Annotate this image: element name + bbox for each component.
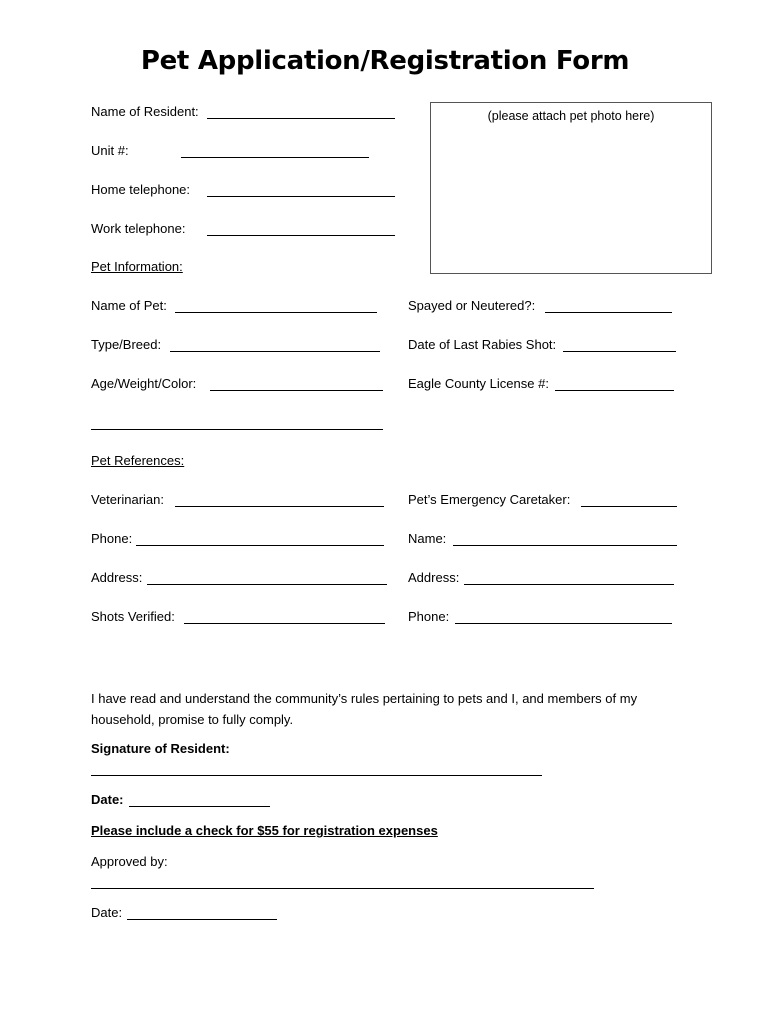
vet-address-label: Address: (91, 570, 143, 585)
caretaker-name-label: Name: (408, 531, 447, 546)
extra-pet-info-field[interactable] (91, 429, 383, 430)
home-phone-field[interactable] (207, 196, 395, 197)
resident-name-label: Name of Resident: (91, 104, 199, 119)
breed-field[interactable] (170, 351, 380, 352)
unit-field[interactable] (181, 157, 369, 158)
caretaker-field[interactable] (581, 506, 677, 507)
pet-name-label: Name of Pet: (91, 298, 167, 313)
veterinarian-field[interactable] (175, 506, 384, 507)
work-phone-label: Work telephone: (91, 221, 186, 236)
license-label: Eagle County License #: (408, 376, 549, 391)
signature-label: Signature of Resident: (91, 741, 230, 756)
agreement-text: I have read and understand the community’s rules pertaining to pets and I, and members of my household, promise to fully comply. (91, 691, 638, 727)
caretaker-label: Pet’s Emergency Caretaker: (408, 492, 571, 507)
vet-phone-label: Phone: (91, 531, 133, 546)
veterinarian-label: Veterinarian: (91, 492, 164, 507)
shots-verified-field[interactable] (184, 623, 385, 624)
caretaker-phone-label: Phone: (408, 609, 450, 624)
check-note: Please include a check for $55 for registration expenses (91, 823, 438, 838)
date-label: Date: (91, 792, 124, 807)
vet-phone-field[interactable] (136, 545, 384, 546)
rabies-label: Date of Last Rabies Shot: (408, 337, 557, 352)
resident-name-field[interactable] (207, 118, 395, 119)
pet-name-field[interactable] (175, 312, 377, 313)
work-phone-field[interactable] (207, 235, 395, 236)
caretaker-phone-field[interactable] (455, 623, 672, 624)
age-weight-color-label: Age/Weight/Color: (91, 376, 197, 391)
date-field[interactable] (129, 806, 270, 807)
age-weight-color-field[interactable] (210, 390, 383, 391)
approved-by-field[interactable] (91, 888, 594, 889)
spayed-field[interactable] (545, 312, 672, 313)
photo-box-note: (please attach pet photo here) (487, 109, 655, 123)
vet-address-field[interactable] (147, 584, 387, 585)
pet-photo-box[interactable] (430, 102, 712, 274)
pet-references-heading: Pet References: (91, 453, 185, 468)
approval-date-label: Date: (91, 905, 123, 920)
license-field[interactable] (555, 390, 674, 391)
caretaker-address-field[interactable] (464, 584, 674, 585)
approved-by-label: Approved by: (91, 854, 168, 869)
spayed-label: Spayed or Neutered?: (408, 298, 536, 313)
home-phone-label: Home telephone: (91, 182, 191, 197)
breed-label: Type/Breed: (91, 337, 162, 352)
caretaker-address-label: Address: (408, 570, 460, 585)
signature-field[interactable] (91, 775, 542, 776)
rabies-field[interactable] (563, 351, 676, 352)
pet-info-heading: Pet Information: (91, 259, 183, 274)
approval-date-field[interactable] (127, 919, 277, 920)
caretaker-name-field[interactable] (453, 545, 677, 546)
shots-verified-label: Shots Verified: (91, 609, 175, 624)
form-title: Pet Application/Registration Form (140, 46, 630, 76)
unit-label: Unit #: (91, 143, 129, 158)
